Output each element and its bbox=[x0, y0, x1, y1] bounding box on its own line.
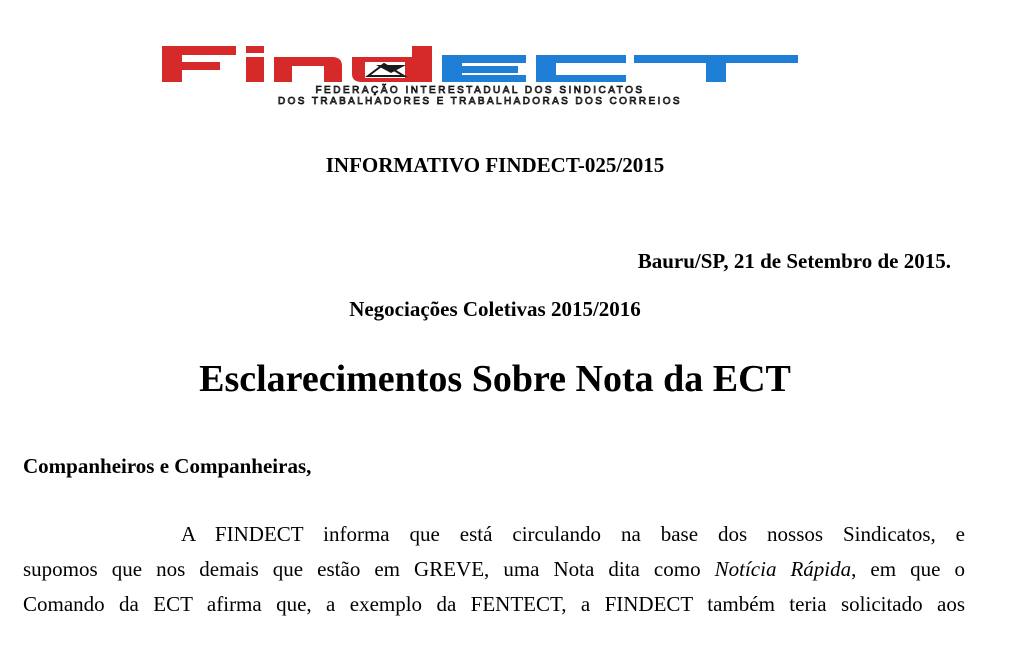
greeting: Companheiros e Companheiras, bbox=[23, 454, 312, 478]
paragraph-line-3: Comando da ECT afirma que, a exemplo da FENTECT, a FINDECT também teria solicitado aos bbox=[23, 592, 965, 616]
paragraph-line-2 bbox=[23, 552, 965, 587]
letter-i bbox=[246, 46, 264, 82]
letter-d bbox=[352, 46, 432, 82]
body-paragraph bbox=[23, 517, 965, 622]
page-title: Esclarecimentos Sobre Nota da ECT bbox=[199, 358, 791, 400]
findect-logo bbox=[160, 44, 800, 106]
logo-subtitle-line1: FEDERAÇÃO INTERESTADUAL DOS SINDICATOS bbox=[315, 85, 645, 96]
letter-n bbox=[274, 57, 342, 82]
subject-line: Negociações Coletivas 2015/2016 bbox=[349, 297, 641, 321]
logo-subtitle-line2: DOS TRABALHADORES E TRABALHADORAS DOS CORREIOS bbox=[278, 96, 682, 107]
paragraph-line-1: A FINDECT informa que está circulando na base dos nossos Sindicatos, e bbox=[181, 522, 965, 546]
findect-wordmark bbox=[162, 44, 798, 84]
paragraph-line-2-text-a: supomos que nos demais que estão em GREVE, uma Nota dita como bbox=[23, 557, 715, 581]
letter-t bbox=[634, 55, 798, 82]
noticia-rapida-italic: Notícia Rápida bbox=[714, 557, 852, 581]
letter-e bbox=[442, 55, 526, 82]
envelope-icon bbox=[365, 62, 406, 78]
informativo-title: INFORMATIVO FINDECT-025/2015 bbox=[325, 153, 665, 177]
letter-c bbox=[536, 55, 626, 82]
paragraph-line-2-text-b: , em que o bbox=[851, 557, 965, 581]
letter-f bbox=[162, 46, 236, 82]
document-date: Bauru/SP, 21 de Setembro de 2015. bbox=[637, 249, 951, 273]
